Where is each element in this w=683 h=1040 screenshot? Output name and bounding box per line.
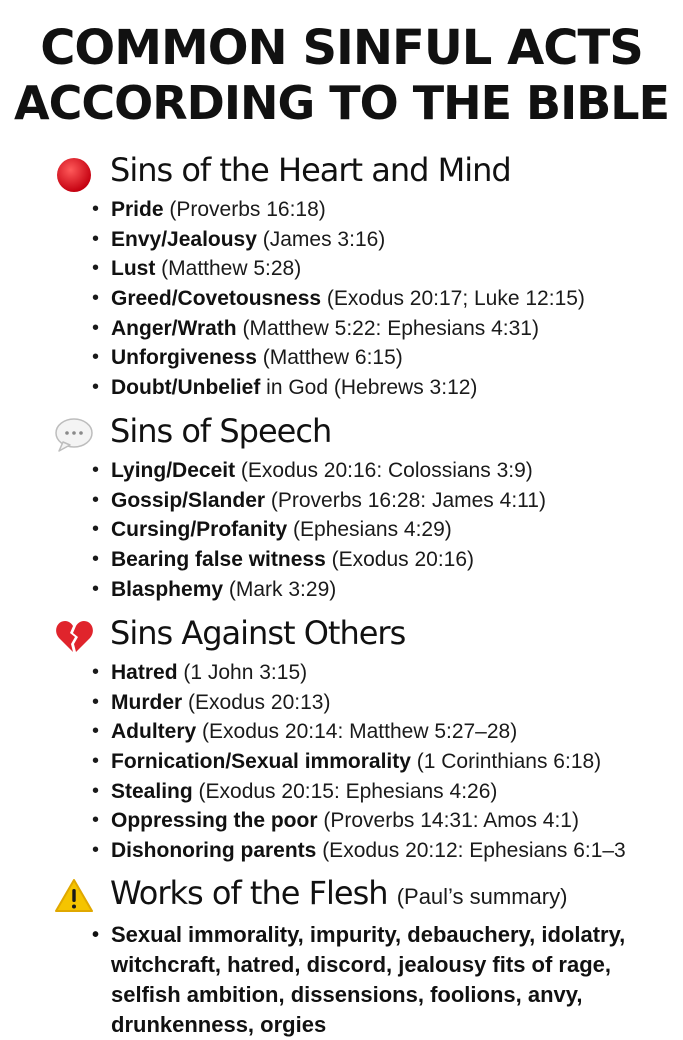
sin-term: Blasphemy — [111, 577, 224, 601]
sin-term: Adultery — [111, 720, 197, 744]
sin-list — [0, 658, 683, 866]
section-against-others — [0, 610, 683, 866]
sin-term: Oppressing the poor — [111, 809, 318, 833]
list-item — [0, 688, 683, 718]
section-title: Sins of Speech — [110, 412, 332, 450]
section-speech — [0, 408, 683, 604]
sin-term: Stealing — [111, 779, 193, 803]
sin-reference: (Exodus 20:16: Colossians 3:9) — [235, 459, 533, 482]
sin-term: Hatred — [111, 661, 178, 684]
sin-term: Pride — [111, 198, 164, 221]
list-item — [0, 314, 683, 344]
sin-list — [0, 195, 683, 403]
red-circle-icon — [54, 153, 94, 193]
speech-bubble-icon — [54, 414, 94, 454]
section-heading — [0, 870, 683, 918]
broken-heart-icon — [54, 616, 94, 656]
list-item — [0, 575, 683, 605]
sin-term: Greed/Covetousness — [111, 287, 322, 311]
works-of-flesh-list: • Sexual immorality, impurity, debauchery, idolatry, witchcraft, hatred, discord, jealousy fits of rage, selfish ambition, dissensions, foolions, anvy, drunkenness, orgies — [111, 920, 651, 1040]
sin-term: Dishonoring parents — [111, 839, 317, 863]
sin-reference: (Mark 3:29) — [223, 577, 337, 601]
sin-reference: (1 Corinthians 6:18) — [410, 750, 602, 774]
list-item — [0, 254, 683, 284]
list-item — [0, 806, 683, 836]
section-title: Sins Against Others — [110, 614, 406, 652]
sin-term: Unforgiveness — [111, 346, 257, 370]
sin-reference: (Proverbs 14:31: Amos 4:1) — [317, 809, 579, 833]
page-title-line-2: ACCORDING TO THE BIBLE — [14, 76, 669, 130]
sin-reference: (Ephesians 4:29) — [287, 518, 452, 542]
section-heading — [0, 147, 683, 195]
section-heading — [0, 408, 683, 456]
list-item — [0, 456, 683, 486]
sin-reference: in God (Hebrews 3:12) — [260, 376, 478, 400]
sin-reference: (1 John 3:15) — [177, 661, 308, 684]
sin-term: Murder — [111, 690, 183, 714]
list-item — [0, 717, 683, 747]
sin-reference: (Matthew 5:28) — [155, 257, 302, 281]
sin-term: Fornication/Sexual immorality — [111, 750, 411, 774]
section-works-of-flesh — [0, 870, 683, 1037]
list-item — [0, 284, 683, 314]
list-item — [0, 343, 683, 373]
list-item — [0, 195, 683, 225]
sin-term: Bearing false witness — [111, 548, 326, 572]
sin-reference: (Matthew 5:22: Ephesians 4:31) — [236, 316, 539, 340]
list-item — [0, 658, 683, 688]
sin-reference: (Matthew 6:15) — [256, 346, 403, 370]
list-item — [0, 836, 683, 866]
list-item — [0, 373, 683, 403]
list-item — [0, 777, 683, 807]
section-heart-and-mind — [0, 147, 683, 403]
warning-icon — [54, 876, 94, 916]
sin-term: Lying/Deceit — [111, 459, 236, 482]
sin-reference: (Exodus 20:12: Ephesians 6:1–3 — [316, 839, 626, 863]
list-item — [0, 545, 683, 575]
sin-reference: (Exodus 20:16) — [325, 548, 475, 572]
section-heading — [0, 610, 683, 658]
list-item — [0, 486, 683, 516]
list-item — [0, 515, 683, 545]
sin-term: Envy/Jealousy — [111, 227, 257, 251]
sin-list — [0, 456, 683, 604]
sin-reference: (James 3:16) — [256, 227, 386, 251]
sin-reference: (Exodus 20:14: Matthew 5:27–28) — [196, 720, 518, 744]
section-note: (Paul’s summary) — [396, 884, 568, 909]
sin-term: Doubt/Unbelief — [111, 376, 261, 400]
section-title-text: Works of the Flesh — [110, 874, 388, 912]
section-title: Sins of the Heart and Mind — [110, 151, 511, 189]
sin-term: Anger/Wrath — [111, 316, 237, 340]
list-item — [0, 747, 683, 777]
sin-reference: (Proverbs 16:28: James 4:11) — [265, 488, 546, 512]
sin-reference: (Proverbs 16:18) — [163, 198, 326, 221]
sin-term: Cursing/Profanity — [111, 518, 288, 542]
sin-reference: (Exodus 20:17; Luke 12:15) — [321, 287, 585, 311]
list-item — [0, 225, 683, 255]
page-title-line-1: COMMON SINFUL ACTS — [40, 20, 643, 76]
sin-reference: (Exodus 20:15: Ephesians 4:26) — [192, 779, 498, 803]
sin-term: Lust — [111, 257, 156, 281]
sin-term: Gossip/Slander — [111, 488, 266, 512]
section-title — [110, 874, 567, 912]
sin-reference: (Exodus 20:13) — [182, 690, 331, 714]
